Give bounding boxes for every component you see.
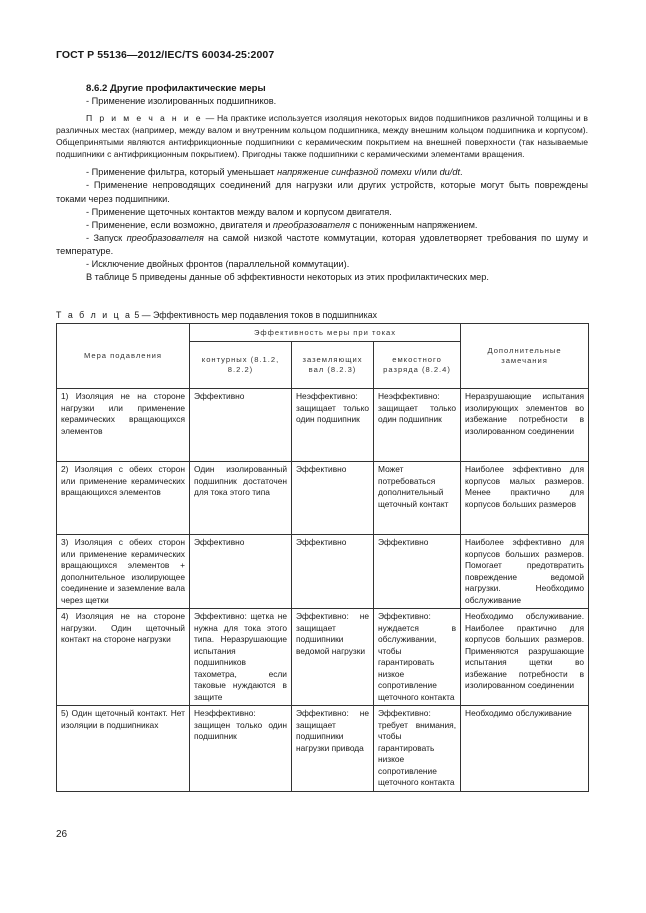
item-filter-term: напряжение синфазной помехи bbox=[277, 167, 412, 178]
item-double-fronts: - Исключение двойных фронтов (параллельной коммутации). bbox=[86, 259, 350, 270]
page-number: 26 bbox=[56, 829, 68, 840]
cell-grounding: Эффективно bbox=[292, 462, 374, 535]
cell-grounding: Эффективно: не защищает подшипники нагрузки привода bbox=[292, 706, 374, 792]
item-start-text: - Запуск bbox=[86, 232, 127, 243]
cell-notes: Неразрушающие испытания изолирующих элементов во избежание потребности в изолированном соединении bbox=[461, 389, 589, 462]
table-caption bbox=[56, 310, 377, 320]
table-row bbox=[57, 462, 589, 535]
note-text: — На практике используется изоляция некоторых видов подшипников различной толщины и в различных местах (например, между валом и внутренним кольцом подшипника, между внешним кольцом подшипника и корпусом). Общепринятыми являются антифрикционные подшипники с керамическим покрытием на внешней поверхности (так называемые подшипники с антифрикционным покрытием). Пригодны также подшипники с керамическими элементами вращения. bbox=[56, 113, 588, 159]
cell-contour: Эффективно: щетка не нужна для тока этого типа. Неразрушающие испытания подшипников тахометра, если таковые нуждаются в защите bbox=[190, 609, 292, 706]
table-caption-label: Т а б л и ц а bbox=[56, 310, 132, 320]
cell-notes: Необходимо обслуживание. Наиболее практично для корпусов больших размеров. Применяются разрушающие испытания щетки во избежание потребности в изолированном соединении bbox=[461, 609, 589, 706]
note-paragraph bbox=[56, 113, 588, 160]
note-label: П р и м е ч а н и е bbox=[86, 113, 203, 124]
cell-contour: Эффективно bbox=[190, 535, 292, 609]
cell-capacitive: Может потребоваться дополнительный щеточный контакт bbox=[374, 462, 461, 535]
cell-measure: 2) Изоляция с обеих сторон или применение керамических вращающихся элементов bbox=[57, 462, 190, 535]
cell-capacitive: Эффективно: нуждается в обслуживании, чтобы гарантировать низкое сопротивление щеточного контакта bbox=[374, 609, 461, 706]
header-measure: Мера подавления bbox=[57, 324, 190, 389]
header-effectiveness: Эффективность меры при токах bbox=[190, 324, 461, 342]
cell-measure: 5) Один щеточный контакт. Нет изоляции в подшипниках bbox=[57, 706, 190, 792]
cell-capacitive: Неэффективно: защищает только один подшипник bbox=[374, 389, 461, 462]
item-start-term: преобразователя bbox=[126, 232, 204, 243]
header-grounding: заземляющих вал (8.2.3) bbox=[292, 342, 374, 389]
cell-grounding: Неэффективно: защищает только один подшипник bbox=[292, 389, 374, 462]
cell-measure: 4) Изоляция не на стороне нагрузки. Один щеточный контакт на стороне нагрузки bbox=[57, 609, 190, 706]
cell-capacitive: Эффективно bbox=[374, 535, 461, 609]
item-filter-v: v bbox=[414, 167, 419, 178]
cell-measure: 1) Изоляция не на стороне нагрузки или применение керамических вращающихся элементов bbox=[57, 389, 190, 462]
table-reference: В таблице 5 приведены данные об эффективности некоторых из этих профилактических мер. bbox=[86, 272, 489, 283]
cell-grounding: Эффективно: не защищает подшипники ведомой нагрузки bbox=[292, 609, 374, 706]
item-lowv-text: - Применение, если возможно, двигателя и bbox=[86, 219, 273, 230]
table-caption-text: 5 — Эффективность мер подавления токов в подшипниках bbox=[131, 310, 378, 320]
item-brush-contacts: - Применение щеточных контактов между валом и корпусом двигателя. bbox=[86, 206, 392, 217]
section-8-6-2 bbox=[56, 82, 588, 284]
cell-notes: Наиболее эффективно для корпусов больших размеров. Помогает предотвратить повреждение ведомой нагрузки. Необходимо обслуживание bbox=[461, 535, 589, 609]
effectiveness-table bbox=[56, 323, 589, 792]
cell-capacitive: Эффективно: требует внимания, чтобы гарантировать низкое сопротивление щеточного контакта bbox=[374, 706, 461, 792]
item-start-end: на самой низкой частоте коммутации, которая удовлетворяет требования по шуму и температуре. bbox=[56, 232, 589, 256]
table-row bbox=[57, 535, 589, 609]
item-filter-dudt: du/dt bbox=[439, 167, 460, 178]
item-filter-or: /или bbox=[418, 167, 440, 178]
table-row bbox=[57, 706, 589, 792]
section-heading: 8.6.2 Другие профилактические меры bbox=[86, 83, 266, 94]
header-contour: контурных (8.1.2, 8.2.2) bbox=[190, 342, 292, 389]
item-low-voltage bbox=[56, 219, 588, 232]
table-header-row-1 bbox=[57, 324, 589, 342]
item-lowv-term: преобразователя bbox=[272, 219, 351, 230]
cell-measure: 3) Изоляция с обеих сторон или применение керамических вращающихся элементов + дополнительное изолирующее соединение и заземление вала через щетки bbox=[57, 535, 190, 609]
cell-contour: Один изолированный подшипник достаточен для тока этого типа bbox=[190, 462, 292, 535]
cell-grounding: Эффективно bbox=[292, 535, 374, 609]
table-row bbox=[57, 609, 589, 706]
item-start-converter bbox=[56, 232, 588, 258]
cell-contour: Эффективно bbox=[190, 389, 292, 462]
table-row bbox=[57, 389, 589, 462]
item-lowv-end: с пониженным напряжением. bbox=[350, 219, 478, 230]
item-filter bbox=[56, 166, 588, 179]
header-notes: Дополнительные замечания bbox=[461, 324, 589, 389]
cell-contour: Неэффективно: защищен только один подшипник bbox=[190, 706, 292, 792]
item-filter-dot: . bbox=[460, 167, 463, 178]
item-nonconductive: - Применение непроводящих соединений для нагрузки или других устройств, которые могут быть повреждены токами через подшипники. bbox=[56, 180, 588, 204]
item-insulated-bearings: - Применение изолированных подшипников. bbox=[86, 96, 277, 107]
header-capacitive: емкостного разряда (8.2.4) bbox=[374, 342, 461, 389]
cell-notes: Наиболее эффективно для корпусов малых размеров. Менее практично для корпусов больших размеров bbox=[461, 462, 589, 535]
document-header: ГОСТ Р 55136—2012/IEC/TS 60034-25:2007 bbox=[56, 49, 275, 61]
cell-notes: Необходимо обслуживание bbox=[461, 706, 589, 792]
item-filter-text: - Применение фильтра, который уменьшает bbox=[86, 167, 278, 178]
